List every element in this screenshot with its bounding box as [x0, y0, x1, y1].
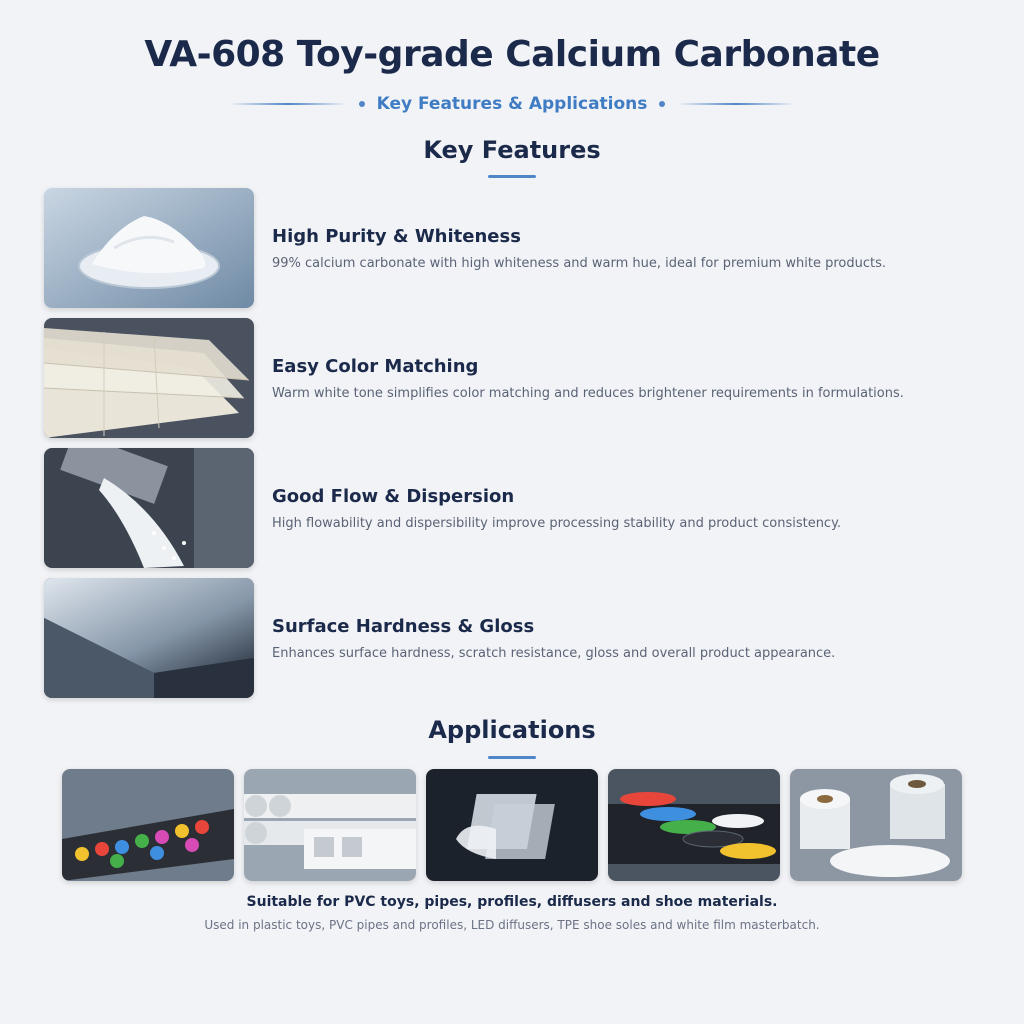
applications-heading: Applications [428, 716, 596, 744]
white-film-rolls-photo [790, 769, 962, 881]
applications-subcaption: Used in plastic toys, PVC pipes and profiles, LED diffusers, TPE shoe soles and white film masterbatch. [204, 918, 820, 932]
applications-underline [488, 756, 536, 759]
feature-description: Warm white tone simplifies color matching and reduces brightener requirements in formulations. [272, 386, 904, 401]
page-subtitle: Key Features & Applications [376, 94, 648, 114]
divider-left [229, 103, 347, 105]
feature-title: Surface Hardness & Gloss [272, 616, 535, 637]
glossy-surface-photo [44, 578, 254, 698]
subtitle-row [0, 92, 1024, 116]
pvc-pipes-profiles-photo [244, 769, 416, 881]
feature-item [44, 318, 984, 438]
led-diffuser-sheets-photo [426, 769, 598, 881]
feature-title: Easy Color Matching [272, 356, 479, 377]
divider-right [677, 103, 795, 105]
feature-item [44, 188, 984, 308]
key-features-heading: Key Features [423, 136, 601, 164]
bullet-dot-right [659, 101, 665, 107]
feature-description: Enhances surface hardness, scratch resistance, gloss and overall product appearance. [272, 646, 836, 661]
bullet-dot-left [359, 101, 365, 107]
page-title: VA-608 Toy-grade Calcium Carbonate [144, 34, 880, 75]
feature-title: High Purity & Whiteness [272, 226, 521, 247]
feature-item [44, 448, 984, 568]
powder-dish-photo [44, 188, 254, 308]
color-swatch-fan-photo [44, 318, 254, 438]
applications-caption: Suitable for PVC toys, pipes, profiles, diffusers and shoe materials. [246, 894, 778, 910]
shoe-soles-photo [608, 769, 780, 881]
toy-production-line-photo [62, 769, 234, 881]
feature-title: Good Flow & Dispersion [272, 486, 515, 507]
feature-description: 99% calcium carbonate with high whiteness and warm hue, ideal for premium white products. [272, 256, 886, 271]
granule-flow-photo [44, 448, 254, 568]
feature-item [44, 578, 984, 698]
applications-gallery [62, 769, 962, 881]
key-features-underline [488, 175, 536, 178]
feature-description: High flowability and dispersibility improve processing stability and product consistency. [272, 516, 842, 531]
